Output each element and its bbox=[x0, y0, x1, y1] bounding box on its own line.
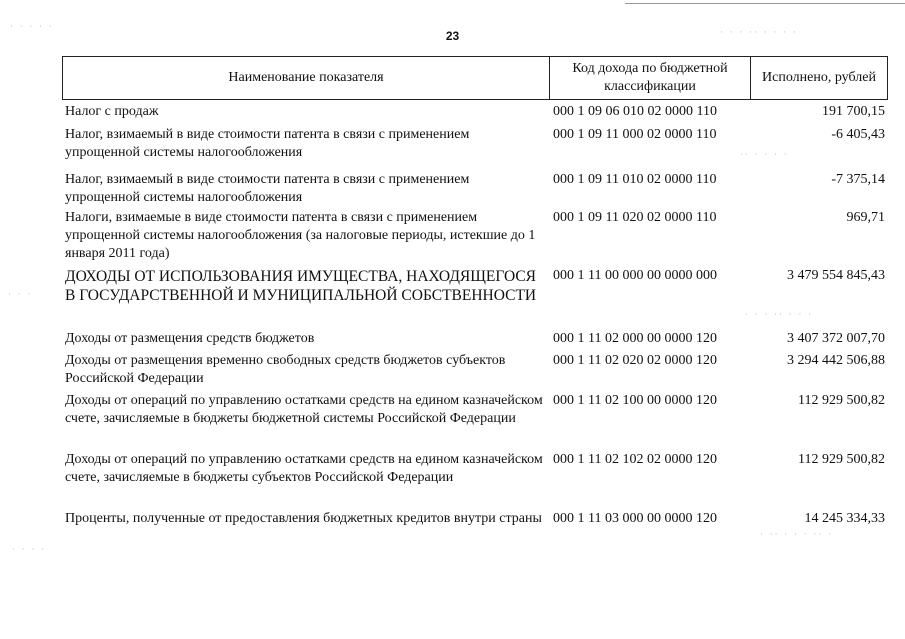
row-value: 3 407 372 007,70 bbox=[787, 331, 885, 346]
row-code: 000 1 11 02 100 00 0000 120 bbox=[553, 393, 717, 408]
row-name: Доходы от операций по управлению остатками средств на едином казначейском счете, зачисляемые в бюджеты бюджетной системы Российской Федерации bbox=[65, 393, 543, 426]
scan-noise: · · · ·· · · · · bbox=[720, 28, 798, 38]
row-code: 000 1 11 02 000 00 0000 120 bbox=[553, 331, 717, 346]
scan-noise: · · · bbox=[8, 290, 33, 300]
row-value: 3 294 442 506,88 bbox=[787, 353, 885, 368]
row-code: 000 1 11 00 000 00 0000 000 bbox=[553, 268, 717, 283]
row-name: Проценты, полученные от предоставления бюджетных кредитов внутри страны bbox=[65, 511, 542, 526]
scan-noise: · · · ·· · · · bbox=[745, 310, 814, 320]
row-name: Налог, взимаемый в виде стоимости патента в связи с применением упрощенной системы налогообложения bbox=[65, 127, 470, 160]
row-name: ДОХОДЫ ОТ ИСПОЛЬЗОВАНИЯ ИМУЩЕСТВА, НАХОДЯЩЕГОСЯ В ГОСУДАРСТВЕННОЙ И МУНИЦИПАЛЬНОЙ СОБСТВЕННОСТИ bbox=[65, 268, 537, 304]
row-value: 112 929 500,82 bbox=[798, 393, 885, 408]
header-name: Наименование показателя bbox=[63, 57, 550, 99]
row-value: 112 929 500,82 bbox=[798, 452, 885, 467]
row-name: Налоги, взимаемые в виде стоимости патента в связи с применением упрощенной системы налогообложения (за налоговые периоды, истекшие до 1 января 2011 года) bbox=[65, 210, 536, 261]
row-code: 000 1 09 06 010 02 0000 110 bbox=[553, 104, 717, 119]
row-value: 969,71 bbox=[846, 210, 885, 225]
row-value: -6 405,43 bbox=[831, 127, 885, 142]
row-name: Доходы от размещения средств бюджетов bbox=[65, 331, 315, 346]
row-code: 000 1 11 03 000 00 0000 120 bbox=[553, 511, 717, 526]
page-number: 23 bbox=[445, 29, 460, 43]
row-name: Доходы от размещения временно свободных средств бюджетов субъектов Российской Федерации bbox=[65, 353, 506, 386]
scan-noise: · · · · bbox=[12, 545, 47, 555]
scan-noise: · ·· · · · ·· · bbox=[760, 530, 833, 540]
scan-noise: · · · · · bbox=[10, 22, 54, 32]
top-rule bbox=[625, 3, 905, 4]
header-executed: Исполнено, рублей bbox=[762, 70, 876, 85]
row-name: Налог с продаж bbox=[65, 104, 159, 119]
scan-noise: ·· · · · · bbox=[740, 150, 789, 160]
row-name: Налог, взимаемый в виде стоимости патента в связи с применением упрощенной системы налогообложения bbox=[65, 172, 470, 205]
row-value: 14 245 334,33 bbox=[804, 511, 885, 526]
table-header bbox=[62, 56, 888, 100]
row-code: 000 1 09 11 000 02 0000 110 bbox=[553, 127, 717, 142]
row-value: 191 700,15 bbox=[822, 104, 885, 119]
row-value: 3 479 554 845,43 bbox=[787, 268, 885, 283]
row-code: 000 1 09 11 010 02 0000 110 bbox=[553, 172, 717, 187]
row-code: 000 1 11 02 020 02 0000 120 bbox=[553, 353, 717, 368]
row-code: 000 1 11 02 102 02 0000 120 bbox=[553, 452, 717, 467]
header-code: Код дохода по бюджетной классификации bbox=[550, 57, 751, 99]
row-code: 000 1 09 11 020 02 0000 110 bbox=[553, 210, 717, 225]
row-value: -7 375,14 bbox=[831, 172, 885, 187]
row-name: Доходы от операций по управлению остатками средств на едином казначейском счете, зачисляемые в бюджеты субъектов Российской Федерации bbox=[65, 452, 543, 485]
